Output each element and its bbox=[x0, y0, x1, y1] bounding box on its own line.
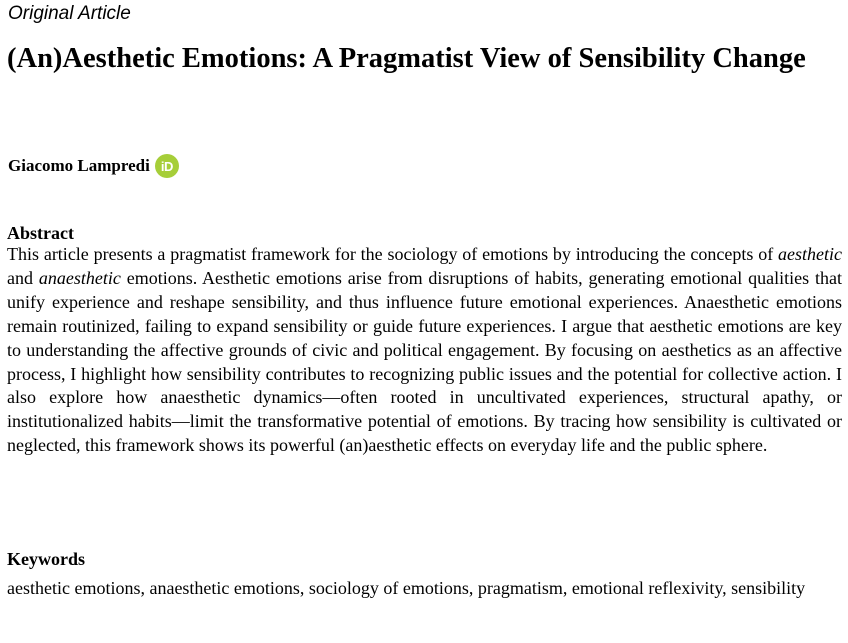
keywords-list: aesthetic emotions, anaesthetic emotions, sociology of emotions, pragmatism, emotional reflexivity, sensibility bbox=[7, 578, 806, 598]
abstract-term-aesthetic: aesthetic bbox=[778, 244, 842, 264]
abstract-heading: Abstract bbox=[7, 223, 74, 243]
keywords-heading: Keywords bbox=[7, 549, 85, 569]
author-name[interactable]: Giacomo Lampredi bbox=[8, 156, 150, 175]
abstract-text-part: This article presents a pragmatist framework for the sociology of emotions by introducing the concepts of bbox=[7, 244, 779, 264]
article-type-label: Original Article bbox=[8, 3, 131, 24]
abstract-text-part: and bbox=[7, 267, 39, 288]
article-title: (An)Aesthetic Emotions: A Pragmatist View of Sensibility Change bbox=[7, 43, 806, 74]
abstract-term-anaesthetic: anaesthetic bbox=[38, 267, 121, 288]
author-row bbox=[8, 154, 179, 178]
abstract-text-part: emotions. Aesthetic emotions arise from disruptions of habits, generating emotional qualities that unify experience and reshape sensibility, and thus influence future emotional experiences. Anaesthetic emotions remain routinized, failing to expand sensibility or guide future experiences. I argue that aesthetic emotions are key to understanding the affective grounds of civic and political engagement. By focusing on aesthetics as an affective process, I highlight how sensibility contributes to recognizing public issues and the potential for collective action. I also explore how anaesthetic dynamics—often rooted in uncultivated experiences, structural apathy, or institutionalized habits—limit the transformative potential of emotions. By tracing how sensibility is cultivated or neglected, this framework shows its powerful (an)aesthetic effects on everyday life and the public sphere. bbox=[7, 267, 842, 456]
abstract-text bbox=[7, 243, 842, 458]
orcid-icon[interactable]: iD bbox=[155, 154, 179, 178]
